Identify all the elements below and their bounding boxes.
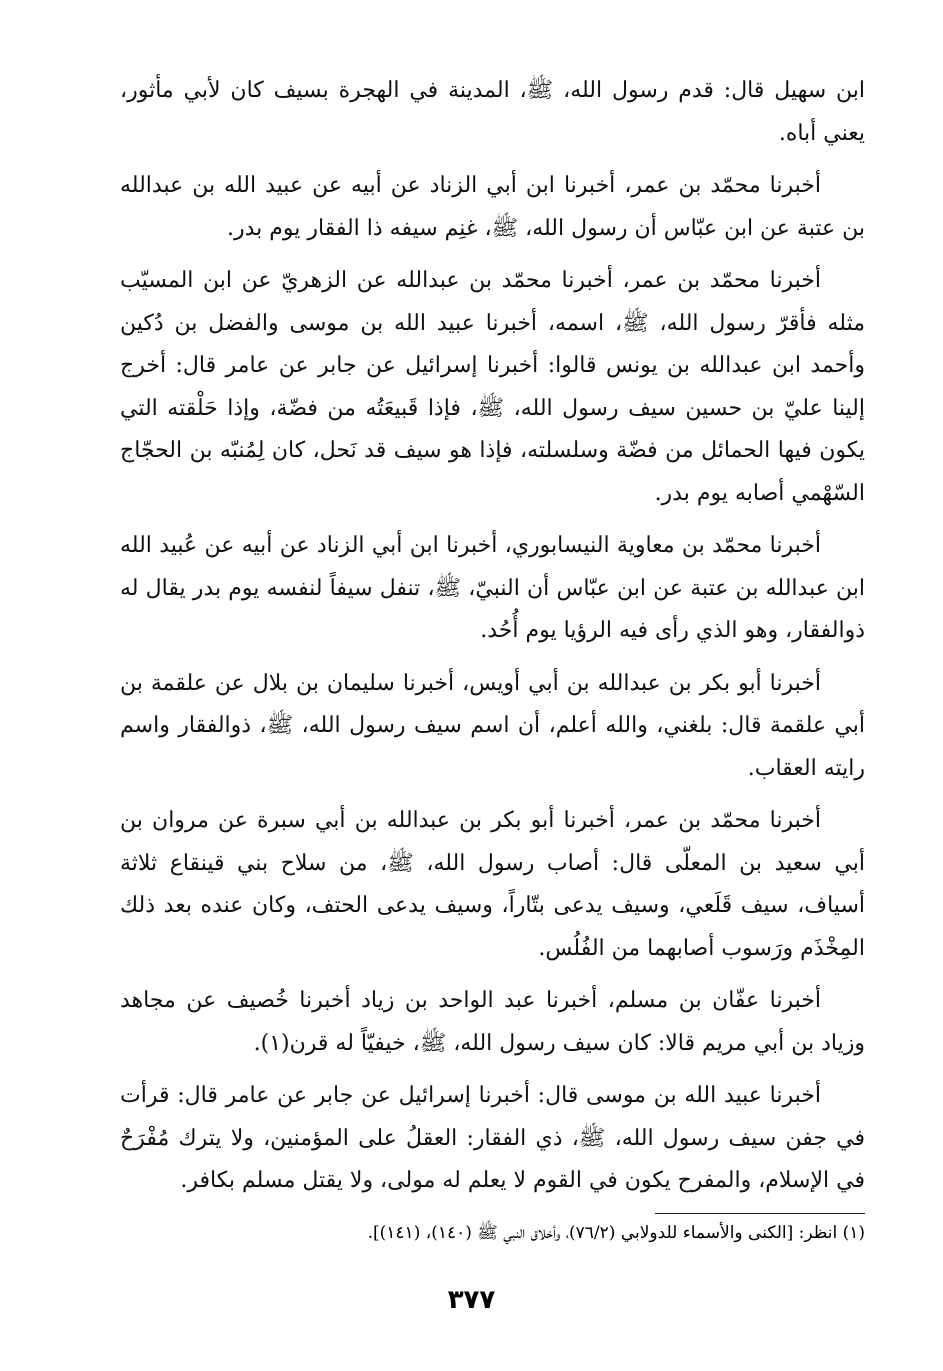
paragraph: أخبرنا عفّان بن مسلم، أخبرنا عبد الواحد بن زياد أخبرنا خُصيف عن مجاهد وزياد بن أبي مريم قالا: كان سيف رسول الله، ﷺ، خيفيّاً له قرن(١). — [120, 988, 865, 1056]
paragraph: أخبرنا محمّد بن عمر، أخبرنا أبو بكر بن عبدالله بن أبي سبرة عن مروان بن أبي سعيد بن المعلّى قال: أصاب رسول الله، ﷺ، من سلاح بني قينقاع ثلاثة أسياف، سيف قَلَعي، وسيف يدعى بتّاراً، وسيف يدعى الحتف، وكان عنده بعد ذلك المِخْذَم ورَسوب أصابهما من الفُلُس. — [120, 808, 865, 961]
paragraph: أخبرنا أبو بكر بن عبدالله بن أبي أويس، أخبرنا سليمان بن بلال عن علقمة بن أبي علقمة قال: بلغني، والله أعلم، أن اسم سيف رسول الله، ﷺ، ذوالفقار واسم رايته العقاب. — [120, 670, 865, 781]
page-number: ٣٧٧ — [447, 1285, 496, 1315]
paragraph: أخبرنا محمّد بن عمر، أخبرنا ابن أبي الزناد عن أبيه عن عبيد الله بن عبدالله بن عتبة عن ابن عبّاس أن رسول الله، ﷺ، غنِم سيفه ذا الفقار يوم بدر. — [120, 173, 865, 241]
paragraph: أخبرنا محمّد بن عمر، أخبرنا محمّد بن عبدالله عن الزهريّ عن ابن المسيّب مثله فأقرّ رسول الله، ﷺ، اسمه، أخبرنا عبيد الله بن موسى والفضل بن دُكين وأحمد ابن عبدالله بن يونس قالوا: أخبرنا إسرائيل عن جابر عن عامر قال: أخرج إلينا عليّ بن حسين سيف رسول الله، ﷺ، فإذا قَبيعَتُه من فضّة، وإذا حَلْقته التي يكون فيها الحمائل من فضّة وسلسلته، فإذا هو سيف قد نَحل، كان لِمُنبّه بن الحجّاج السّهْمي أصابه يوم بدر. — [120, 268, 865, 506]
paragraph: أخبرنا محمّد بن معاوية النيسابوري، أخبرنا ابن أبي الزناد عن أبيه عن عُبيد الله ابن عبدالله بن عتبة عن ابن عبّاس أن النبيّ، ﷺ، تنفل سيفاً لنفسه يوم بدر يقال له ذوالفقار، وهو الذي رأى فيه الرؤيا يوم أُحُد. — [120, 533, 865, 643]
footnote: (١) انظر: [الكنى والأسماء للدولابي (٧٦/٢)، وأخلاق النبي ﷺ (١٤٠)، (١٤١)]. — [367, 1223, 865, 1243]
footnote-divider — [655, 1213, 865, 1214]
paragraph: أخبرنا عبيد الله بن موسى قال: أخبرنا إسرائيل عن جابر عن عامر قال: قرأت في جفن سيف رسول الله، ﷺ، ذي الفقار: العقلُ على المؤمنين، ولا يترك مُفْرَحٌ في الإسلام، والمفرح يكون في القوم لا يعلم له مولى، ولا يقتل مسلم بكافر. — [120, 1083, 865, 1193]
paragraph: ابن سهيل قال: قدم رسول الله، ﷺ، المدينة في الهجرة بسيف كان لأبي مأثور، يعني أباه. — [120, 78, 865, 146]
